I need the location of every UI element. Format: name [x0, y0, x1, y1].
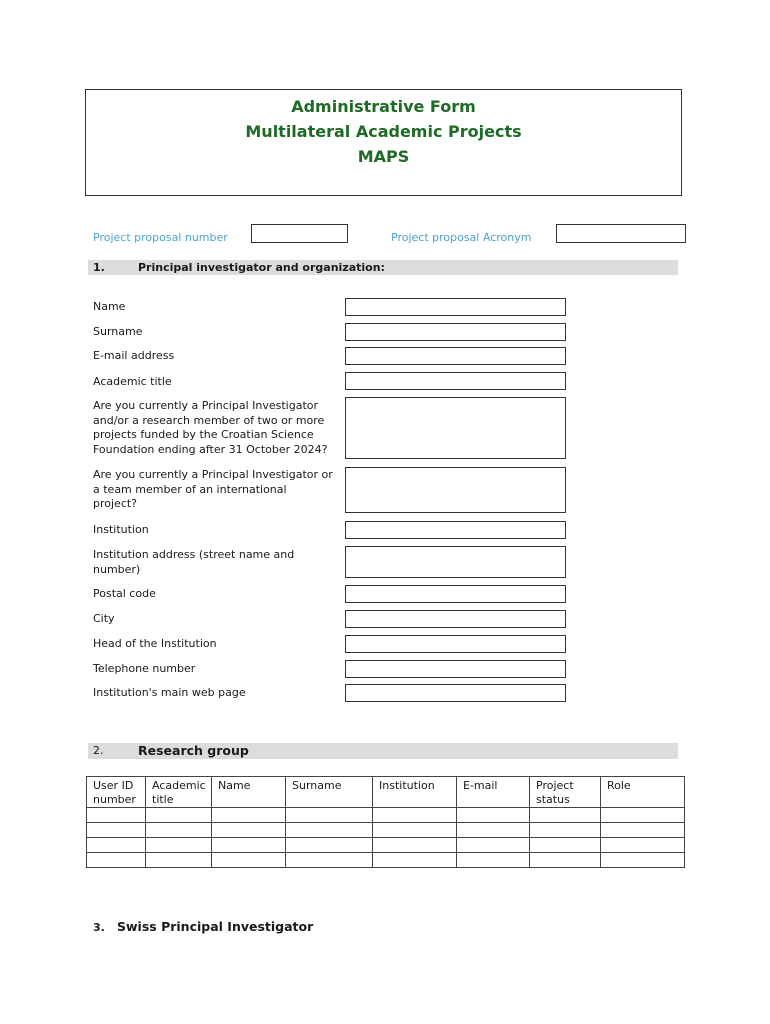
- table-cell[interactable]: [530, 808, 601, 823]
- web-page-input[interactable]: [345, 684, 566, 702]
- form-title-box: [85, 89, 682, 196]
- form-title: Administrative Form: [291, 97, 476, 116]
- table-cell[interactable]: [530, 838, 601, 853]
- table-cell[interactable]: [146, 853, 212, 868]
- city-input[interactable]: [345, 610, 566, 628]
- table-row: [87, 838, 685, 853]
- table-cell[interactable]: [373, 838, 457, 853]
- table-cell[interactable]: [457, 808, 530, 823]
- table-cell[interactable]: [146, 823, 212, 838]
- table-row: [87, 808, 685, 823]
- column-header-surname: Surname: [286, 777, 373, 808]
- table-cell[interactable]: [457, 853, 530, 868]
- column-header-role: Role: [601, 777, 685, 808]
- table-cell[interactable]: [87, 838, 146, 853]
- table-cell[interactable]: [212, 808, 286, 823]
- email-input[interactable]: [345, 347, 566, 365]
- table-cell[interactable]: [286, 838, 373, 853]
- croatian-projects-input[interactable]: [345, 397, 566, 459]
- section-1-header: [88, 260, 678, 275]
- table-cell[interactable]: [286, 853, 373, 868]
- table-cell[interactable]: [146, 808, 212, 823]
- table-cell[interactable]: [146, 838, 212, 853]
- table-cell[interactable]: [601, 808, 685, 823]
- section-1-number: 1.: [93, 261, 105, 274]
- international-project-input[interactable]: [345, 467, 566, 513]
- column-header-academic-title: Academic title: [146, 777, 212, 808]
- table-cell[interactable]: [212, 838, 286, 853]
- table-cell[interactable]: [601, 823, 685, 838]
- table-cell[interactable]: [87, 823, 146, 838]
- surname-label: Surname: [93, 325, 143, 338]
- table-cell[interactable]: [373, 823, 457, 838]
- column-header-name: Name: [212, 777, 286, 808]
- postal-code-input[interactable]: [345, 585, 566, 603]
- section-3-number: 3.: [93, 921, 105, 934]
- section-2-title: Research group: [138, 743, 249, 758]
- head-of-institution-input[interactable]: [345, 635, 566, 653]
- web-page-label: Institution's main web page: [93, 686, 246, 699]
- institution-input[interactable]: [345, 521, 566, 539]
- academic-title-input[interactable]: [345, 372, 566, 390]
- table-cell[interactable]: [87, 808, 146, 823]
- table-cell[interactable]: [212, 823, 286, 838]
- table-cell[interactable]: [212, 853, 286, 868]
- section-3-title: Swiss Principal Investigator: [117, 919, 314, 934]
- city-label: City: [93, 612, 115, 625]
- institution-address-input[interactable]: [345, 546, 566, 578]
- telephone-input[interactable]: [345, 660, 566, 678]
- proposal-number-label: Project proposal number: [93, 231, 228, 244]
- column-header-project-status: Project status: [530, 777, 601, 808]
- column-header-email: E-mail: [457, 777, 530, 808]
- research-group-table: [86, 776, 685, 868]
- column-header-institution: Institution: [373, 777, 457, 808]
- table-cell[interactable]: [286, 808, 373, 823]
- postal-code-label: Postal code: [93, 587, 156, 600]
- table-cell[interactable]: [601, 853, 685, 868]
- telephone-label: Telephone number: [93, 662, 196, 675]
- table-cell[interactable]: [530, 823, 601, 838]
- table-row: [87, 823, 685, 838]
- email-label: E-mail address: [93, 349, 175, 362]
- name-input[interactable]: [345, 298, 566, 316]
- table-header-row: [87, 777, 685, 808]
- head-of-institution-label: Head of the Institution: [93, 637, 217, 650]
- table-cell[interactable]: [530, 853, 601, 868]
- form-subtitle: Multilateral Academic Projects: [245, 122, 522, 141]
- section-2-number: 2.: [93, 744, 104, 757]
- table-cell[interactable]: [457, 838, 530, 853]
- table-cell[interactable]: [373, 808, 457, 823]
- croatian-projects-label: Are you currently a Principal Investigator and/or a research member of two or more projects funded by the Croatian Science Foundation ending after 31 October 2024?: [93, 399, 328, 456]
- table-cell[interactable]: [373, 853, 457, 868]
- table-row: [87, 853, 685, 868]
- table-cell[interactable]: [87, 853, 146, 868]
- proposal-number-input[interactable]: [251, 224, 348, 243]
- form-acronym-title: MAPS: [357, 147, 410, 166]
- table-cell[interactable]: [601, 838, 685, 853]
- table-cell[interactable]: [286, 823, 373, 838]
- proposal-acronym-input[interactable]: [556, 224, 686, 243]
- international-project-label: Are you currently a Principal Investigator or a team member of an international project?: [93, 468, 333, 510]
- institution-label: Institution: [93, 523, 149, 536]
- surname-input[interactable]: [345, 323, 566, 341]
- section-1-title: Principal investigator and organization:: [138, 261, 385, 274]
- column-header-user-id: User ID number: [87, 777, 146, 808]
- institution-address-label: Institution address (street name and number): [93, 548, 295, 576]
- proposal-acronym-label: Project proposal Acronym: [391, 231, 532, 244]
- section-2-header: [88, 743, 678, 759]
- academic-title-label: Academic title: [93, 375, 172, 388]
- name-label: Name: [93, 300, 126, 313]
- table-cell[interactable]: [457, 823, 530, 838]
